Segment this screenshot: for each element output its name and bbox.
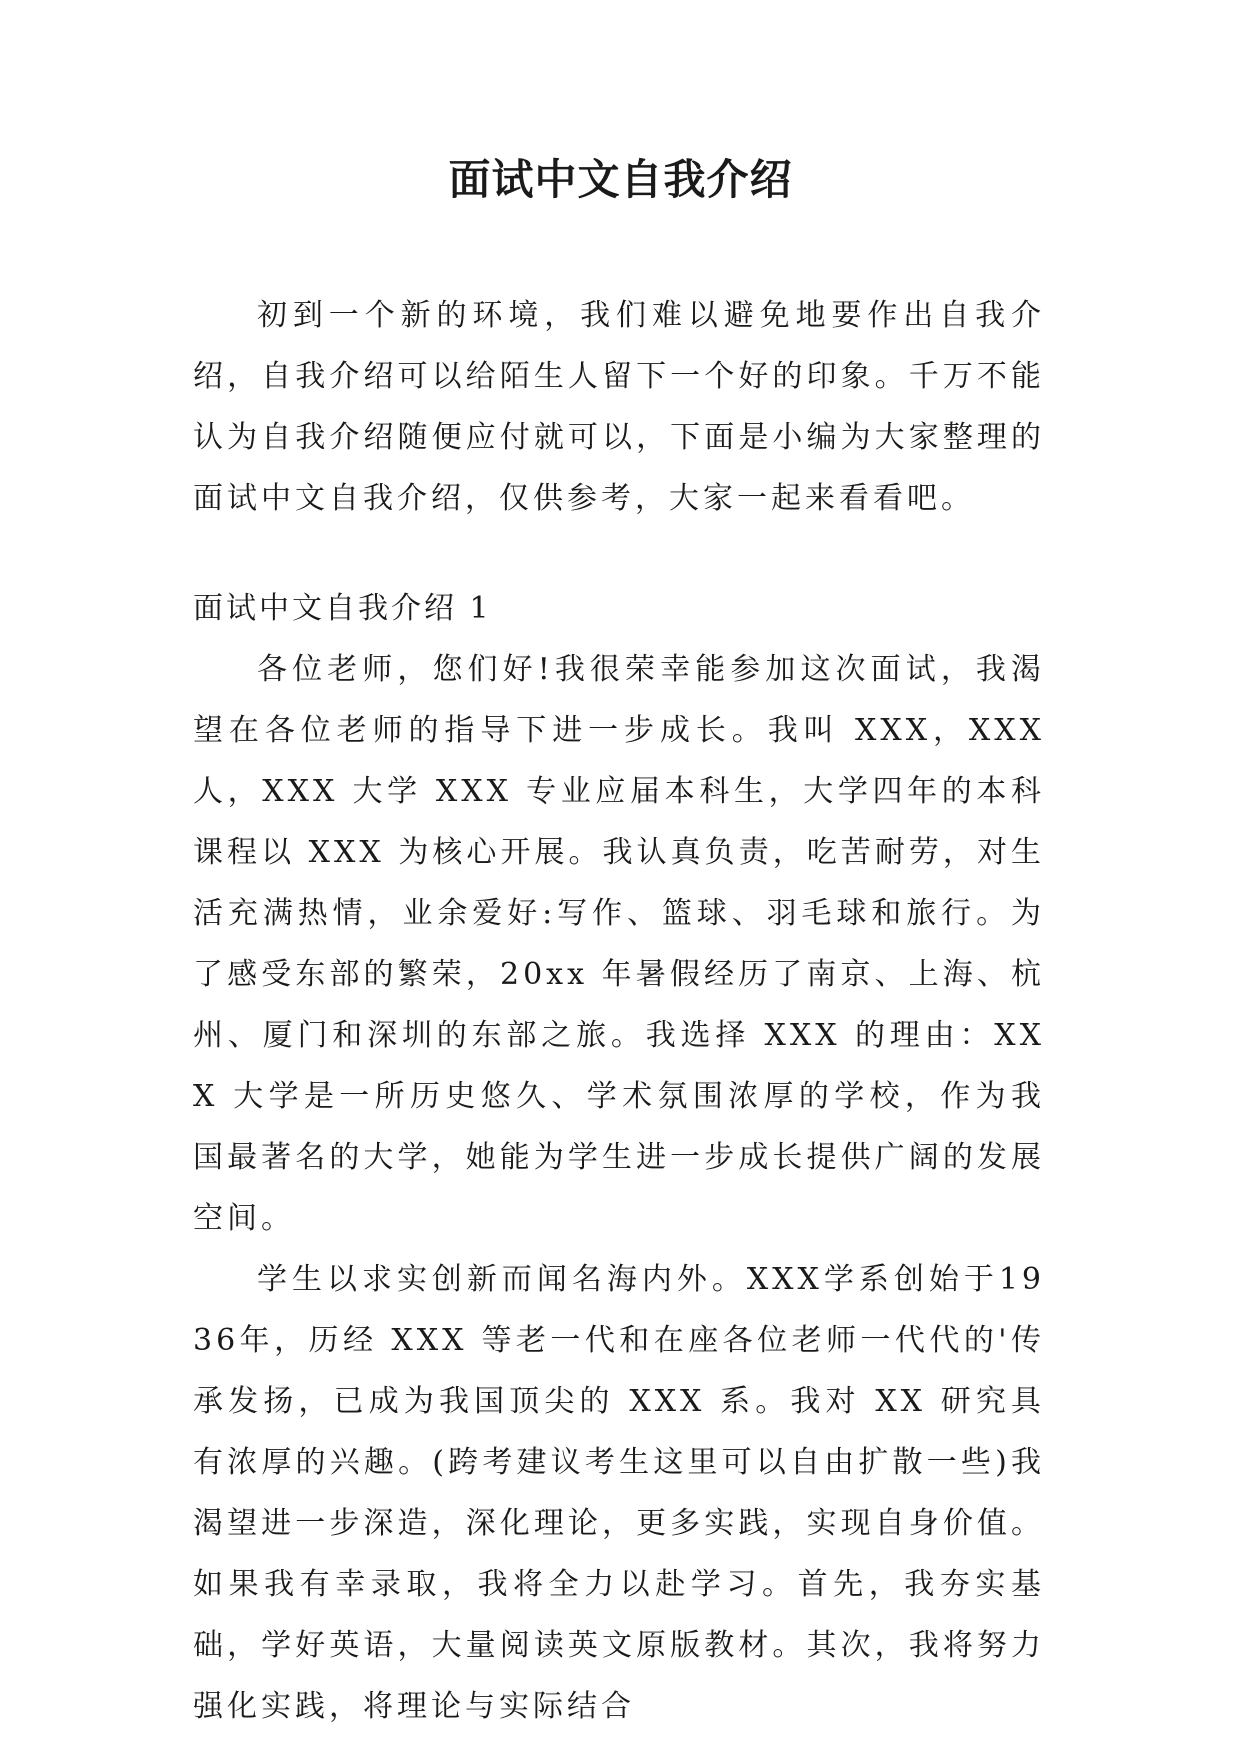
- section-paragraph-1: 各位老师，您们好!我很荣幸能参加这次面试，我渴望在各位老师的指导下进一步成长。我叫 XXX，XXX 人，XXX 大学 XXX 专业应届本科生，大学四年的本科课程以 XXX 为核心开展。我认真负责，吃苦耐劳，对生活充满热情，业余爱好:写作、篮球、羽毛球和旅行。为了感受东部的繁荣，20xx 年暑假经历了南京、上海、杭州、厦门和深圳的东部之旅。我选择 XXX 的理由：XXX 大学是一所历史悠久、学术氛围浓厚的学校，作为我国最著名的大学，她能为学生进一步成长提供广阔的发展空间。: [193, 652, 1045, 1236]
- document-title: 面试中文自我介绍: [448, 155, 793, 204]
- section-paragraph-2: 学生以求实创新而闻名海内外。XXX学系创始于1936年，历经 XXX 等老一代和在座各位老师一代代的'传承发扬，已成为我国顶尖的 XXX 系。我对 XX 研究具有浓厚的兴趣。(跨考建议考生这里可以自由扩散一些)我渴望进一步深造，深化理论，更多实践，实现自身价值。如果我有幸录取，我将全力以赴学习。首先，我夯实基础，学好英语，大量阅读英文原版教材。其次，我将努力强化实践，将理论与实际结合: [193, 1262, 1045, 1724]
- intro-paragraph: 初到一个新的环境，我们难以避免地要作出自我介绍，自我介绍可以给陌生人留下一个好的印象。千万不能认为自我介绍随便应付就可以，下面是小编为大家整理的面试中文自我介绍，仅供参考，大家一起来看看吧。: [193, 298, 1045, 516]
- intro-block: [193, 285, 1045, 529]
- section-heading: 面试中文自我介绍 1: [193, 591, 492, 626]
- section-1: [193, 578, 1045, 1737]
